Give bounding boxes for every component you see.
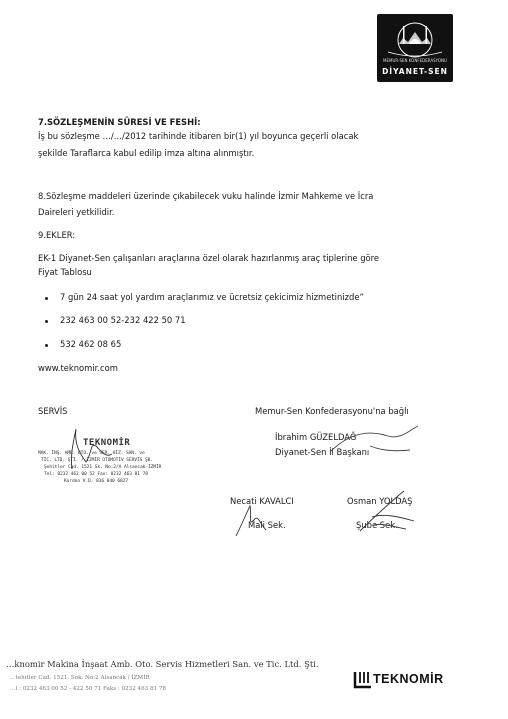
bullet-item: 532 462 08 65 [60,339,122,349]
person3-role: Şube Sek. [356,520,398,530]
footer-address: …tehitler Cad. 1521. Sok. No:2 Alsancak / İZMİR [10,675,150,681]
teknomir-mark-icon [353,669,373,689]
person3-signature [354,487,424,537]
logo-name: DİYANET-SEN [382,67,448,76]
person1-name: İbrahim GÜZELDAĞ [275,432,357,442]
person1-signature [300,422,430,462]
bullet-dot [45,320,48,323]
footer-company: …knomir Makina İnşaat Amb. Oto. Servis Hizmetleri San. ve Tic. Ltd. Şti. [6,659,319,669]
person2-signature [232,500,272,540]
ek1-line1: EK-1 Diyanet-Sen çalışanları araçlarına özel olarak hazırlanmış araç tiplerine göre [38,253,380,263]
section7-heading: 7.SÖZLEŞMENİN SÜRESİ VE FESHİ: [38,117,201,127]
person2-name: Necati KAVALCI [230,496,294,506]
right-signatory-title: Memur-Sen Konfederasyonu'na bağlı [255,406,409,416]
bullet-dot [45,344,48,347]
stamp-line: Tel: 0232 463 00 52 Fax: 0232 463 81 78 [44,472,148,477]
mosque-emblem-icon [385,20,445,58]
website-link[interactable]: www.teknomir.com [38,363,118,373]
ek1-line2: Fiyat Tablosu [38,267,92,277]
teknomir-logo [353,669,453,689]
person1-role: Diyanet-Sen İl Başkanı [275,447,370,457]
stamp-line: TİC. LTD. ŞTİ. / İZMİR OTOMOTİV SERVİS ŞB. [41,458,153,463]
servis-signature [62,424,132,474]
section8-line2: Daireleri yetkilidir. [38,207,115,217]
logo-tagline: MEMUR-SEN KONFEDERASYONU [383,58,447,63]
bullet-item: 7 gün 24 saat yol yardım araçlarımız ve ücretsiz çekicimiz hizmetinizde” [60,292,364,302]
person3-name: Osman YOLDAŞ [347,496,413,506]
footer-logo-text: TEKNOMİR [373,672,444,686]
section9-heading: 9.EKLER: [38,230,76,240]
servis-label: SERVİS [38,406,68,416]
footer-phone: …l : 0232 463 00 52 - 422 50 71 Faks : 0232 463 81 78 [10,686,167,692]
person2-role: Mali Sek. [248,520,286,530]
diyanet-sen-logo [377,14,453,82]
section7-line2: şekilde Taraflarca kabul edilip imza altına alınmıştır. [38,148,255,158]
stamp-line: Şehitler Cad. 1521 Sk. No:2/A Alsancak-İZMİR [44,465,162,470]
stamp-line: Kordon V.D. 836 040 6827 [64,479,128,484]
stamp-line: MAK. İNŞ. AMB. OTO. ve SER. HİZ. SAN. ve [38,451,145,456]
bullet-item: 232 463 00 52-232 422 50 71 [60,315,186,325]
section8-line1: 8.Sözleşme maddeleri üzerinde çıkabilecek vuku halinde İzmir Mahkeme ve İcra [38,191,374,201]
stamp-brand: TEKNOMİR [83,438,131,448]
bullet-dot [45,297,48,300]
section7-line1: İş bu sözleşme …/…/2012 tarihinde itibaren bir(1) yıl boyunca geçerli olacak [38,131,359,141]
